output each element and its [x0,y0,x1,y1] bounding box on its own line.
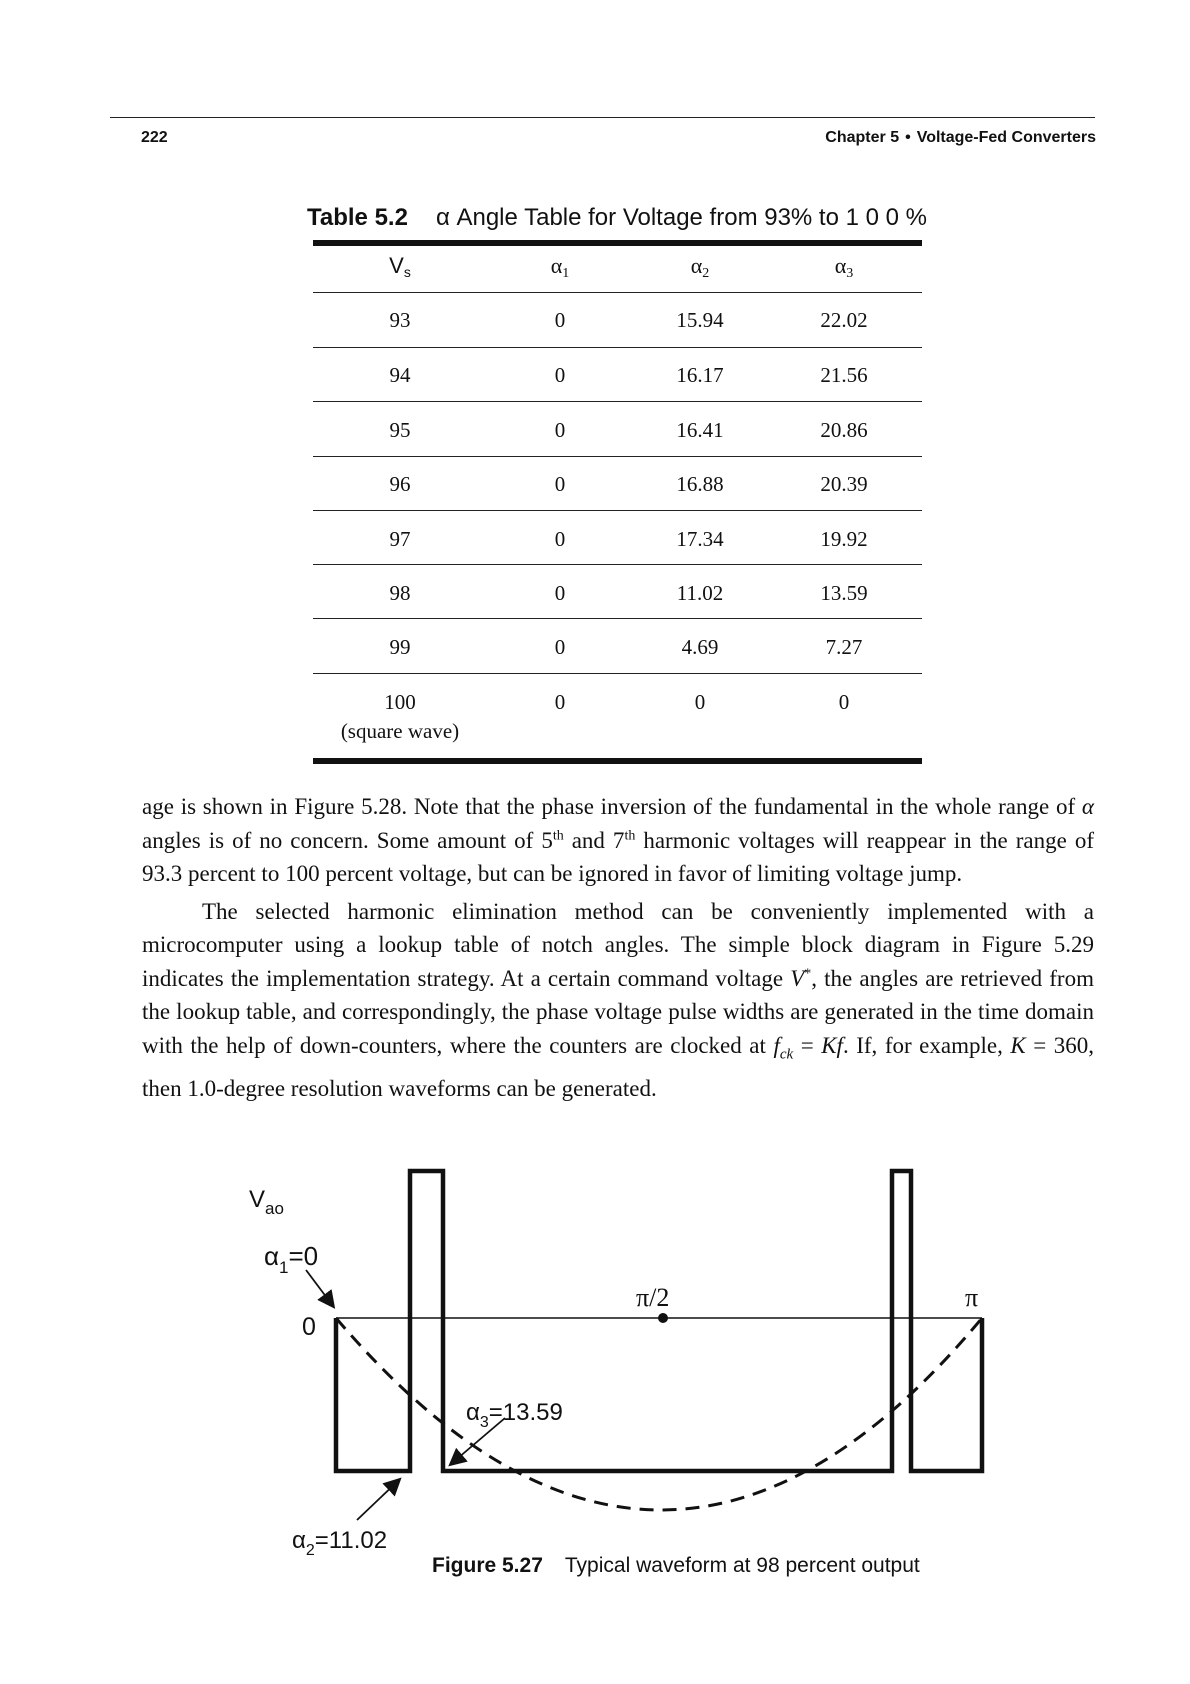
figure-caption-text: Typical waveform at 98 percent output [564,1554,920,1577]
figure-caption [432,1554,920,1578]
pi-half-marker [658,1313,668,1323]
cell-alpha3: 21.56 [820,363,868,387]
page-number: 222 [141,129,168,146]
cell-alpha3: 22.02 [820,308,868,332]
pi-half-label: π/2 [636,1283,670,1312]
cell-alpha3: 20.86 [820,418,868,442]
cell-alpha2: 15.94 [676,308,724,332]
cell-alpha2: 16.88 [676,472,724,496]
alpha1-arrow [306,1270,333,1306]
cell-alpha2: 16.17 [676,363,724,387]
cell-alpha3: 20.39 [820,472,868,496]
header-separator: • [905,129,911,146]
cell-alpha1: 0 [554,581,566,605]
cell-vs: 97 [389,527,411,551]
cell-alpha2: 0 [694,690,706,714]
alpha3-label: $\alpha_3=13.59$ [466,1399,563,1431]
cell-vs: 99 [389,635,411,659]
figure-label: Figure 5.27 [432,1554,543,1577]
fundamental-dashed-curve [336,1318,982,1510]
cell-alpha1: 0 [554,635,566,659]
cell-alpha3: 19.92 [820,527,868,551]
vao-label: $V_{ao}$ [249,1186,284,1218]
paragraph: age is shown in Figure 5.28. Note that the phase inversion of the fundamental in the whole range of α angles is of no concern. Some amount of 5th and 7th harmonic voltages will reappear in the range of 93.3 percent to 100 percent voltage, but can be ignored in favor of limiting voltage jump. [142,794,1094,886]
cell-alpha1: 0 [554,308,566,332]
cell-alpha1: 0 [554,363,566,387]
column-header-alpha1: $\alpha_1$ [550,253,570,281]
alpha2-label: $\alpha_2=11.02$ [292,1527,388,1559]
column-header-alpha3: $\alpha_3$ [834,253,854,281]
cell-alpha1: 0 [554,527,566,551]
alpha1-label: $\alpha_1=0$ [264,1241,319,1277]
column-header-vs: $V_s$ [389,253,411,280]
alpha2-arrow [357,1480,399,1520]
cell-alpha3: 0 [838,690,850,714]
cell-alpha2: 16.41 [676,418,724,442]
table-title: α Angle Table for Voltage from 93% to 1 0 0 % [435,204,927,231]
cell-vs: 96 [389,472,411,496]
cell-alpha3: 13.59 [820,581,868,605]
cell-vs: 95 [389,418,411,442]
chapter-label: Chapter 5 [825,129,900,146]
column-header-alpha2: $\alpha_2$ [690,253,710,281]
cell-alpha2: 11.02 [676,581,724,605]
cell-vs: 94 [389,363,411,387]
cell-alpha2: 17.34 [676,527,724,551]
table-label: Table 5.2 [307,204,408,231]
paragraph: The selected harmonic elimination method can be conveniently implemented with a microcomputer using a lookup table of notch angles. The simple block diagram in Figure 5.29 indicates the implementation strategy. At a certain command voltage V*, the angles are retrieved from the lookup table, and correspondingly, the phase voltage pulse widths are generated in the time domain with the help of down-counters, where the counters are clocked at $f_{ck} = Kf$. If, for example, K = 360, then 1.0-degree resolution waveforms can be generated. [142,898,1094,1101]
cell-alpha1: 0 [554,418,566,442]
cell-alpha1: 0 [554,690,566,714]
pi-label: π [965,1283,979,1312]
zero-label: 0 [302,1313,316,1341]
cell-vs: 98 [389,581,411,605]
cell-vs-note: (square wave) [340,719,460,743]
chapter-title: Voltage-Fed Converters [916,129,1096,146]
cell-vs: 93 [389,308,411,332]
cell-alpha3: 7.27 [825,635,863,659]
cell-vs: 100 [384,690,416,714]
cell-alpha2: 4.69 [681,635,719,659]
cell-alpha1: 0 [554,472,566,496]
